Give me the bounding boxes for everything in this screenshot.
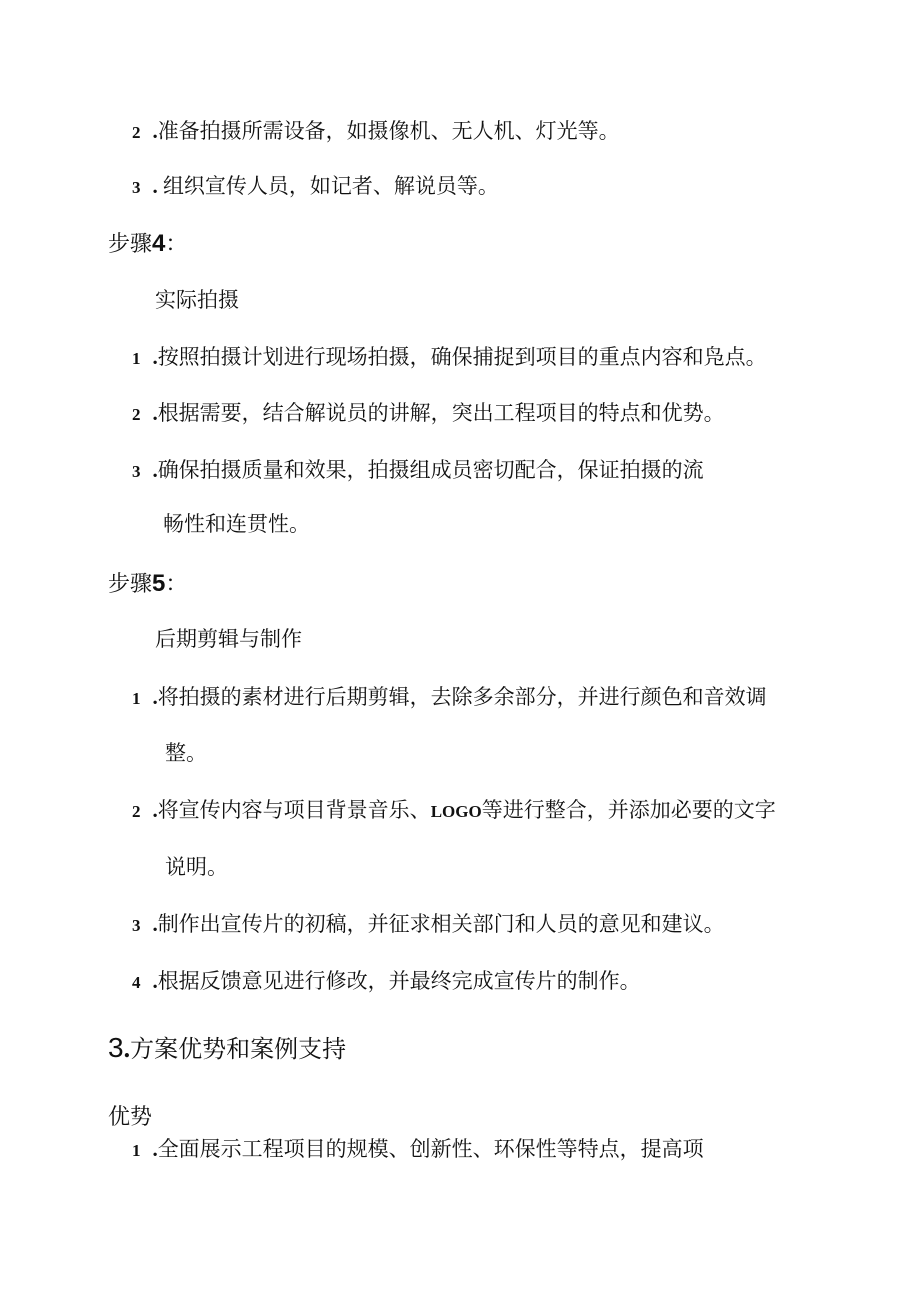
item-number: 1 [132, 349, 141, 368]
step-heading [108, 572, 187, 596]
list-item [132, 176, 499, 197]
step-heading [108, 232, 187, 256]
item-number: 3 [132, 462, 141, 481]
item-number: 2 [132, 405, 141, 424]
item-dot: . [147, 345, 158, 369]
step-colon: ： [165, 232, 188, 257]
list-item [132, 914, 725, 935]
item-dot: . [147, 174, 163, 198]
step-colon: ： [165, 572, 188, 597]
item-text: 准备拍摄所需设备，如摄像机、无人机、灯光等。 [157, 119, 620, 143]
list-item [132, 460, 704, 481]
item-dot: . [147, 1137, 158, 1161]
step-label: 步骤 [108, 232, 153, 257]
item-dot: . [147, 685, 158, 709]
item-text: 根据需要，结合解说员的讲解，突出工程项目的特点和优势。 [157, 401, 725, 425]
item-number: 2 [132, 123, 141, 142]
item-text-continuation: 说明。 [165, 855, 228, 879]
item-number: 1 [132, 689, 141, 708]
advantage-heading: 优势 [108, 1105, 153, 1130]
item-text: 等进行整合，并添加必要的文字 [481, 798, 776, 822]
item-text-continuation: 整。 [165, 741, 207, 765]
item-number: 3 [132, 916, 141, 935]
item-text: 组织宣传人员，如记者、解说员等。 [162, 174, 499, 198]
item-text: 确保拍摄质量和效果，拍摄组成员密切配合，保证拍摄的流 [157, 458, 704, 482]
item-dot: . [147, 969, 158, 993]
list-item [132, 971, 641, 992]
section-heading [108, 1034, 346, 1062]
section-number: 3 [108, 1032, 124, 1063]
item-number: 1 [132, 1141, 141, 1160]
section-dot: . [123, 1034, 131, 1063]
logo-text: LOGO [430, 802, 482, 821]
item-text: 将宣传内容与项目背景音乐、 [157, 798, 431, 822]
item-dot: . [147, 401, 158, 425]
list-item [132, 800, 776, 821]
item-dot: . [147, 912, 158, 936]
step-label: 步骤 [108, 572, 153, 597]
item-dot: . [147, 458, 158, 482]
item-text: 根据反馈意见进行修改，并最终完成宣传片的制作。 [157, 969, 641, 993]
item-dot: . [147, 119, 158, 143]
step-title: 后期剪辑与制作 [155, 627, 302, 651]
item-dot: . [147, 798, 158, 822]
list-item [132, 687, 767, 708]
item-number: 4 [132, 973, 141, 992]
list-item [132, 121, 620, 142]
step-title: 实际拍摄 [155, 288, 239, 312]
list-item [132, 403, 725, 424]
section-title: 方案优势和案例支持 [130, 1035, 347, 1063]
item-number: 3 [132, 178, 141, 197]
step-number: 4 [152, 230, 166, 257]
item-text: 按照拍摄计划进行现场拍摄，确保捕捉到项目的重点内容和凫点。 [157, 345, 767, 369]
list-item [132, 347, 767, 368]
item-text-continuation: 畅性和连贯性。 [163, 512, 310, 536]
item-number: 2 [132, 802, 141, 821]
list-item [132, 1139, 704, 1160]
step-number: 5 [152, 570, 166, 597]
item-text: 全面展示工程项目的规模、创新性、环保性等特点，提高项 [157, 1137, 704, 1161]
item-text: 将拍摄的素材进行后期剪辑，去除多余部分，并进行颜色和音效调 [157, 685, 767, 709]
item-text: 制作出宣传片的初稿，并征求相关部门和人员的意见和建议。 [157, 912, 725, 936]
